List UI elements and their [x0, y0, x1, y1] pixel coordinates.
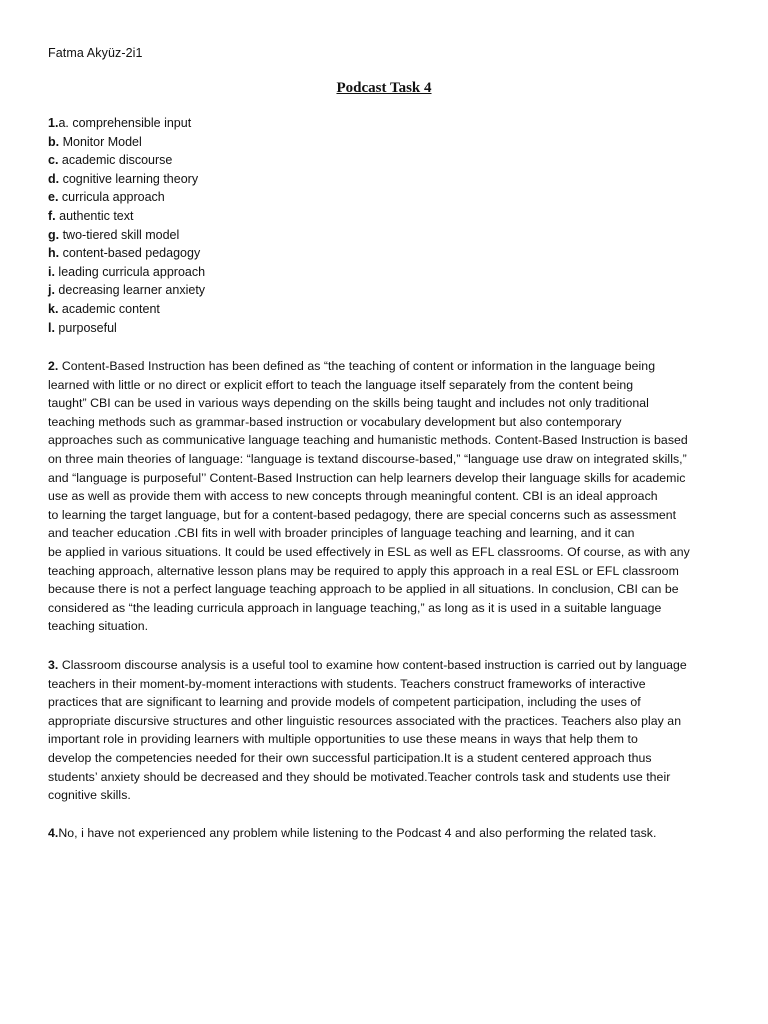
item-letter: g. [48, 227, 60, 242]
item-text: decreasing learner anxiety [54, 283, 206, 298]
paragraph-line: because there is not a perfect language teaching approach to be applied in all situations. In conclusion, CBI can be [48, 582, 679, 597]
list-item [48, 133, 205, 152]
paragraph-line: practices that are significant to learning and provide models of competent participation, including the uses of [48, 695, 641, 710]
question-number: 1. [48, 116, 59, 130]
list-item [48, 188, 205, 207]
item-text: leading curricula approach [54, 264, 206, 279]
paragraph-line: approaches such as communicative language teaching and humanistic methods. Content-Based Instruction is based [48, 433, 688, 448]
item-letter: d. [48, 171, 60, 186]
document-title: Podcast Task 4 [336, 80, 432, 96]
item-text: two-tiered skill model [59, 227, 180, 242]
list-item [48, 244, 205, 263]
author-name: Fatma Akyüz-2i1 [48, 46, 143, 60]
item-letter: c. [48, 153, 59, 168]
item-letter: e. [48, 190, 59, 205]
item-letter: a. [58, 116, 69, 130]
paragraph-line: on three main theories of language: “language is textand discourse-based,” “language use draw on integrated skills,” [48, 451, 687, 466]
item-text: cognitive learning theory [59, 171, 199, 186]
item-text: Monitor Model [59, 134, 142, 149]
paragraph-line: and “language is purposeful’’ Content-Based Instruction can help learners develop their language skills for academic [48, 470, 686, 485]
paragraph-line: use as well as provide them with access to new concepts through meaningful content. CBI is an ideal approach [48, 489, 658, 504]
paragraph-line [48, 357, 728, 376]
paragraph-line: appropriate discursive structures and other linguistic resources associated with the practices. Teachers also play an [48, 713, 682, 728]
answer-4-paragraph [48, 824, 728, 843]
list-item [48, 263, 205, 282]
paragraph-line: teaching methods such as grammar-based instruction or vocabulary development but also contemporary [48, 414, 622, 429]
line-text: Classroom discourse analysis is a useful tool to examine how content-based instruction is carried out by language [58, 658, 687, 672]
item-text: content-based pedagogy [59, 246, 201, 261]
paragraph-line: students’ anxiety should be decreased and they should be motivated.Teacher controls task and students use their [48, 769, 671, 784]
list-item [48, 114, 205, 133]
paragraph-line: teaching situation. [48, 619, 149, 634]
item-text: curricula approach [58, 190, 165, 205]
paragraph-line: cognitive skills. [48, 788, 131, 803]
paragraph-line: important role in providing learners with multiple opportunities to use these means in ways that help them to [48, 732, 638, 747]
list-item [48, 207, 205, 226]
paragraph-line: and teacher education .CBI fits in well with broader principles of language teaching and learning, and it can [48, 526, 635, 541]
item-letter: j. [48, 283, 55, 298]
answer-1-list [48, 114, 205, 337]
item-letter: i. [48, 264, 55, 279]
item-text: academic content [58, 301, 160, 316]
paragraph-line: be applied in various situations. It could be used effectively in ESL as well as EFL classrooms. Of course, as with any [48, 544, 690, 559]
paragraph-line: considered as “the leading curricula approach in language teaching,” as long as it is used in a suitable language [48, 600, 662, 615]
paragraph-line: learned with little or no direct or explicit effort to teach the language itself separately from the content being [48, 377, 634, 392]
question-number: 4. [48, 826, 59, 840]
item-text: comprehensible input [68, 116, 192, 130]
answer-3-paragraph [48, 656, 728, 805]
paragraph-line: taught” CBI can be used in various ways depending on the skills being taught and includes not only traditional [48, 396, 649, 411]
item-text: authentic text [55, 208, 134, 223]
paragraph-line: teaching approach, alternative lesson plans may be required to apply this approach in a real ESL or EFL classroom [48, 563, 679, 578]
list-item [48, 226, 205, 245]
paragraph-line: develop the competencies needed for their own successful participation.It is a student centered approach thus [48, 750, 652, 765]
question-number: 3. [48, 658, 59, 672]
item-letter: b. [48, 134, 60, 149]
list-item [48, 170, 205, 189]
item-letter: l. [48, 320, 55, 335]
question-number: 2. [48, 359, 59, 373]
answer-2-paragraph [48, 357, 728, 636]
list-item [48, 319, 205, 338]
list-item [48, 281, 205, 300]
item-letter: k. [48, 301, 59, 316]
paragraph-line [48, 824, 728, 843]
paragraph-line [48, 656, 728, 675]
line-text: Content-Based Instruction has been defined as “the teaching of content or information in the language being [58, 359, 656, 373]
list-item [48, 151, 205, 170]
paragraph-line: teachers in their moment-by-moment interactions with students. Teachers construct frameworks of interactive [48, 676, 646, 691]
paragraph-line: to learning the target language, but for a content-based pedagogy, there are special concerns such as assessment [48, 507, 677, 522]
item-letter: h. [48, 246, 60, 261]
item-letter: f. [48, 208, 56, 223]
line-text: No, i have not experienced any problem while listening to the Podcast 4 and also performing the related task. [58, 826, 657, 840]
item-text: purposeful [54, 320, 117, 335]
list-item [48, 300, 205, 319]
item-text: academic discourse [58, 153, 173, 168]
